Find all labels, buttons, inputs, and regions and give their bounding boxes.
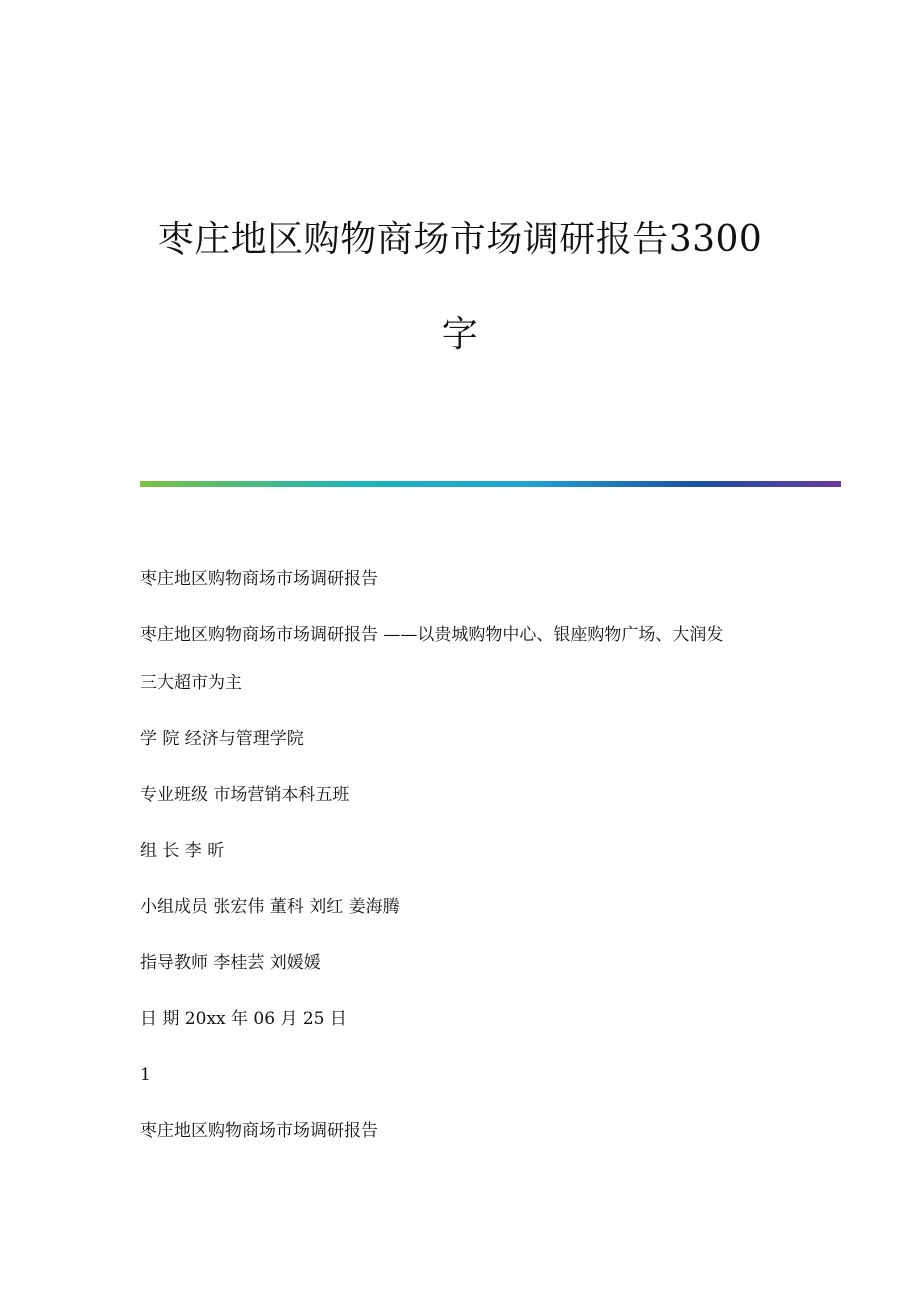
paragraph-report-subtitle-cont: 三大超市为主 <box>140 673 242 693</box>
document-title-line-2: 字 <box>441 314 479 355</box>
paragraph-group-leader: 组 长 李 昕 <box>140 841 225 861</box>
paragraph-report-title: 枣庄地区购物商场市场调研报告 <box>140 569 378 589</box>
paragraph-class: 专业班级 市场营销本科五班 <box>140 785 350 805</box>
page-number: 1 <box>140 1065 151 1085</box>
paragraph-report-subtitle: 枣庄地区购物商场市场调研报告 ——以贵城购物中心、银座购物广场、大润发 <box>140 625 724 645</box>
paragraph-date: 日 期 20xx 年 06 月 25 日 <box>140 1009 347 1029</box>
paragraph-section-heading: 枣庄地区购物商场市场调研报告 <box>140 1121 378 1141</box>
gradient-divider <box>140 481 841 487</box>
paragraph-college: 学 院 经济与管理学院 <box>140 729 304 749</box>
paragraph-advisors: 指导教师 李桂芸 刘媛媛 <box>140 953 321 973</box>
paragraph-group-members: 小组成员 张宏伟 董科 刘红 姜海腾 <box>140 897 400 917</box>
document-title-line-1: 枣庄地区购物商场市场调研报告3300 <box>157 219 763 260</box>
